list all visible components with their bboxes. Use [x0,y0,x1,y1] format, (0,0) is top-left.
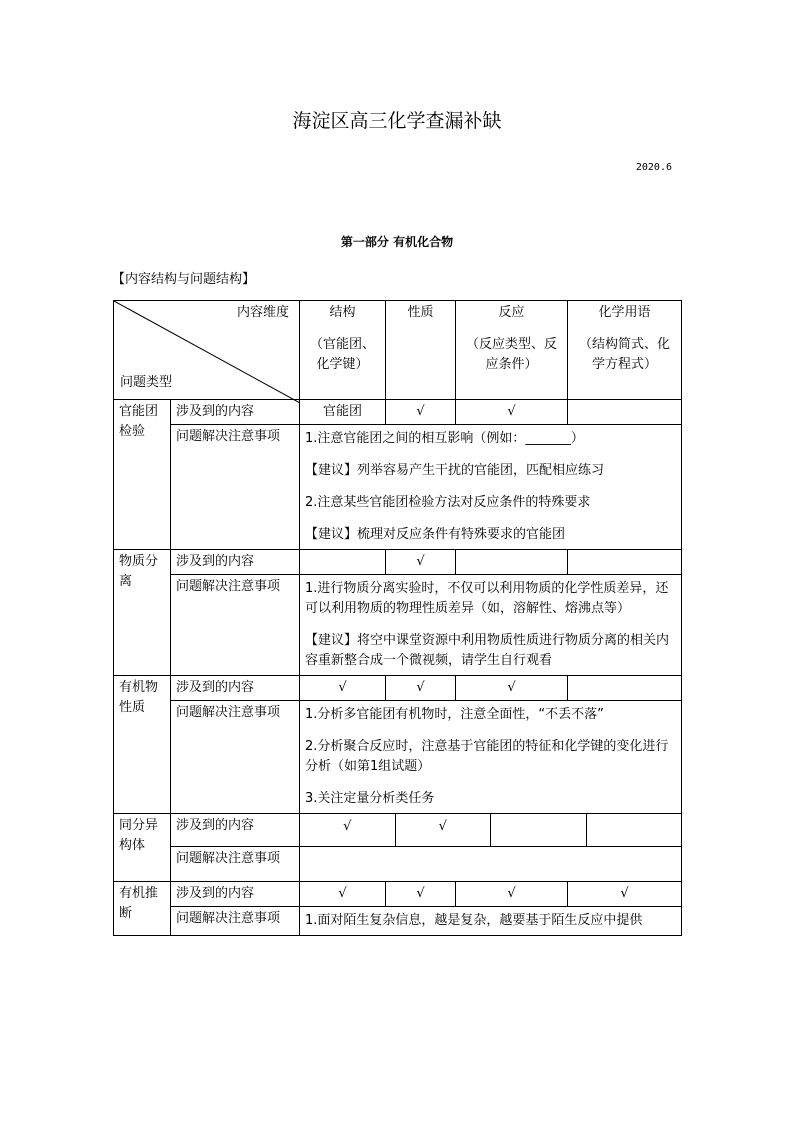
note-text: 1.分析多官能团有机物时，注意全面性，“不丢不落” [305,707,604,722]
content-structure-table [113,300,682,936]
table-row [114,907,682,936]
col-header-chemical-language: 化学用语 （结构简式、化学方程式） [568,301,682,400]
cell-reaction: √ [456,882,568,907]
table-row [114,847,682,882]
notes-label: 问题解决注意事项 [171,847,300,882]
notes-cell [300,907,682,936]
group-name-organic-inference: 有机推断 [114,882,171,936]
note-text: 1.面对陌生复杂信息，越是复杂，越要基于陌生反应中提供 [305,913,643,928]
table-header-row [114,301,682,400]
note-text: 2.注意某些官能团检验方法对反应条件的特殊要求 [305,495,591,510]
cell-chemical-language [568,676,682,701]
table-row [114,400,682,425]
cell-property: √ [386,400,456,425]
note-text: 3.关注定量分析类任务 [305,791,435,806]
col-header-structure: 结构 （官能团、化学键） [300,301,386,400]
section-title: 第一部分 有机化合物 [340,235,454,249]
group-name-substance-separation: 物质分离 [114,550,171,676]
col-header-reaction: 反应 （反应类型、反应条件） [456,301,568,400]
involved-label: 涉及到的内容 [171,814,300,847]
group-name-organic-properties: 有机物性质 [114,676,171,814]
note-text: 1.注意官能团之间的相互影响（例如：_______） [305,431,584,446]
document-date: 2020.6 [635,162,672,173]
involved-label: 涉及到的内容 [171,882,300,907]
notes-label: 问题解决注意事项 [171,907,300,936]
diagonal-corner-cell [114,301,300,400]
cell-property: √ [386,882,456,907]
table-row [114,425,682,550]
cell-chemical-language [586,814,682,846]
involved-label: 涉及到的内容 [171,400,300,425]
notes-cell [300,701,682,814]
notes-label: 问题解决注意事项 [171,425,300,550]
table-row [114,676,682,701]
cell-chemical-language [568,550,682,575]
isomer-involved-cells [300,814,682,847]
note-text: 2.分析聚合反应时，注意基于官能团的特征和化学键的变化进行分析（如第1组试题） [305,739,669,774]
involved-label: 涉及到的内容 [171,676,300,701]
cell-structure: √ [300,882,386,907]
cell-property: √ [386,676,456,701]
notes-cell [300,847,682,882]
cell-structure: 官能团 [300,400,386,425]
table-row [114,575,682,676]
cell-structure [300,550,386,575]
cell-reaction [490,814,586,846]
corner-label-problem-type: 问题类型 [120,375,173,390]
note-text: 【建议】列举容易产生干扰的官能团，匹配相应练习 [305,463,605,478]
cell-property: √ [395,814,491,846]
cell-structure: √ [343,819,352,834]
notes-cell [300,575,682,676]
group-name-functional-group-test: 官能团检验 [114,400,171,550]
notes-label: 问题解决注意事项 [171,701,300,814]
cell-reaction: √ [456,676,568,701]
cell-chemical-language [568,400,682,425]
table-row [114,701,682,814]
table-row [114,882,682,907]
cell-property: √ [386,550,456,575]
note-text: 【建议】梳理对反应条件有特殊要求的官能团 [305,527,566,542]
table-row [114,814,682,847]
notes-cell [300,425,682,550]
table-row [114,550,682,575]
cell-structure: √ [300,676,386,701]
corner-label-dimension: 内容维度 [236,305,289,320]
cell-chemical-language: √ [568,882,682,907]
subheading: 【内容结构与问题结构】 [112,272,256,287]
cell-reaction [456,550,568,575]
note-text: 1.进行物质分离实验时，不仅可以利用物质的化学性质差异，还可以利用物质的物理性质差异（如，溶解性、熔沸点等） [305,581,669,616]
involved-label: 涉及到的内容 [171,550,300,575]
document-title: 海淀区高三化学查漏补缺 [292,110,502,132]
notes-label: 问题解决注意事项 [171,575,300,676]
cell-reaction: √ [456,400,568,425]
note-text: 【建议】将空中课堂资源中利用物质性质进行物质分离的相关内容重新整合成一个微视频，请学生自行观看 [305,633,670,668]
col-header-property: 性质 [386,301,456,400]
group-name-isomers: 同分异构体 [114,814,171,882]
